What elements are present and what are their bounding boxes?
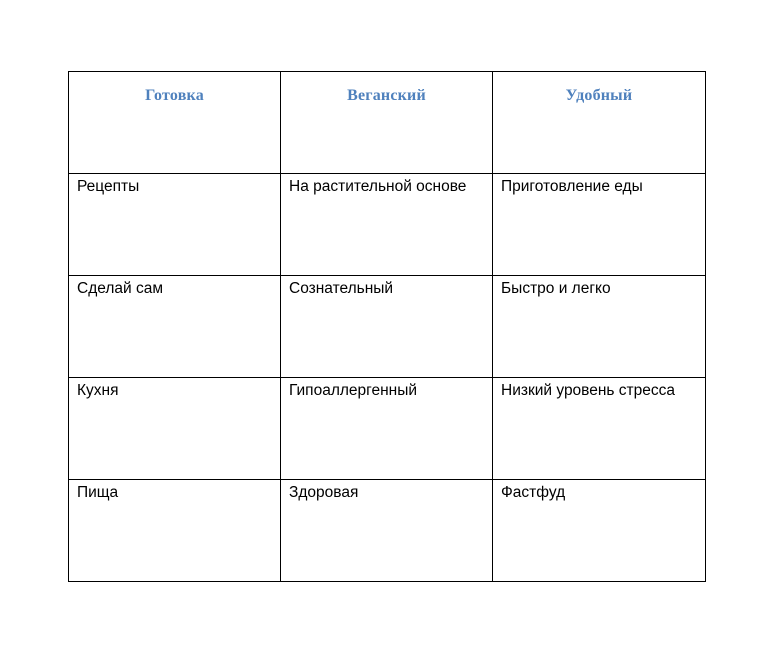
cell-text: На растительной основе (289, 178, 467, 195)
table-cell (69, 174, 281, 276)
table-cell (493, 276, 706, 378)
table-cell (69, 480, 281, 582)
cell-text: Фастфуд (501, 484, 566, 501)
table-cell (281, 378, 493, 480)
table-row (69, 276, 706, 378)
table-header-row (69, 72, 706, 174)
header-cell-convenient (493, 72, 706, 174)
word-table (68, 71, 706, 582)
table-cell (493, 480, 706, 582)
cell-text: Здоровая (289, 484, 359, 501)
table-cell (69, 378, 281, 480)
cell-text: Рецепты (77, 178, 140, 195)
header-label: Готовка (145, 87, 204, 104)
header-label: Веганский (347, 87, 426, 104)
cell-text: Кухня (77, 382, 119, 399)
cell-text: Низкий уровень стресса (501, 382, 676, 399)
cell-text: Приготовление еды (501, 178, 643, 195)
table-row (69, 378, 706, 480)
table-cell (281, 480, 493, 582)
header-cell-cooking (69, 72, 281, 174)
cell-text: Пища (77, 484, 119, 501)
table-row (69, 480, 706, 582)
cell-text: Сделай сам (77, 280, 163, 297)
table-cell (281, 276, 493, 378)
table-cell (281, 174, 493, 276)
table-row (69, 174, 706, 276)
table-cell (69, 276, 281, 378)
cell-text: Гипоаллергенный (289, 382, 417, 399)
cell-text: Сознательный (289, 280, 394, 297)
header-cell-vegan (281, 72, 493, 174)
header-label: Удобный (565, 87, 633, 104)
table-cell (493, 174, 706, 276)
table-cell (493, 378, 706, 480)
cell-text: Быстро и легко (501, 280, 611, 297)
